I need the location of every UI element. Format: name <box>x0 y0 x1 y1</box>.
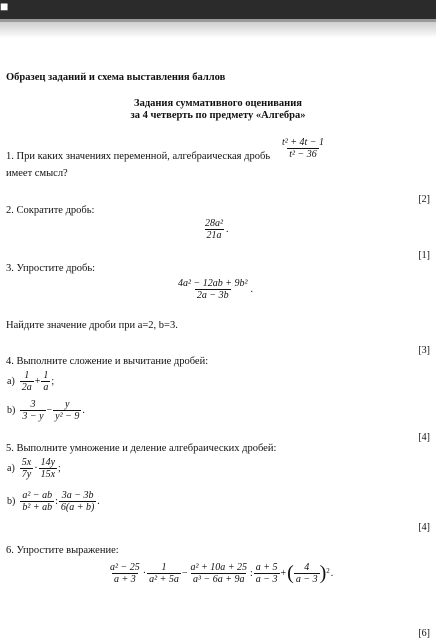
task6-num5: 4 <box>304 562 310 573</box>
doc-subtitle-1: Задания суммативного оценивания <box>134 98 302 109</box>
task2-score: [1] <box>418 250 430 261</box>
task3-den: 2a − 3b <box>196 290 229 301</box>
task3-num: 4a² − 12ab + 9b² <box>178 278 248 289</box>
task5-part-a: a) $\frac{5x}{7y}$ · $\frac{14y}{15x}$ ; <box>7 457 61 480</box>
task4-part-b: b) $\frac{3}{3 - y}$ − $\frac{y}{\text{y² − 9}}$ . <box>7 399 85 422</box>
task6-score: [6] <box>418 628 430 639</box>
task4-b-den1: 3 − y <box>22 411 44 422</box>
task5-a-den1: 7y <box>21 469 32 480</box>
task6-den5: a − 3 <box>295 574 318 585</box>
task6-den2: a² + 5a <box>149 574 179 585</box>
task4-b-num2: y <box>65 399 70 410</box>
task6-num2: 1 <box>161 562 167 573</box>
top-bar-mark: ■ <box>0 0 9 14</box>
task5-b-den1: b² + ab <box>22 502 53 513</box>
top-bar <box>0 0 436 22</box>
top-shadow <box>0 22 436 38</box>
task6-num3: a² + 10a + 25 <box>190 562 247 573</box>
task5-a-num1: 5x <box>21 457 32 468</box>
task6-den3: a³ − 6a + 9a <box>192 574 245 585</box>
task1-fraction <box>280 137 326 160</box>
doc-subtitle-2: за 4 четверть по предмету «Алгебра» <box>130 110 306 121</box>
task4-b-label: b) <box>7 405 16 416</box>
task5-a-label: a) <box>7 463 15 474</box>
task6-num4: a + 5 <box>255 562 278 573</box>
task2-num: 28a² <box>205 218 223 229</box>
task4-b-num1: 3 <box>30 399 36 410</box>
task1-score: [2] <box>418 194 430 205</box>
task4-a-den2: a <box>43 382 49 393</box>
task5-text: 5. Выполните умножение и деление алгебраических дробей: <box>6 443 277 454</box>
task5-b-label: b) <box>7 496 16 507</box>
task5-score: [4] <box>418 522 430 533</box>
task4-a-num1: 1 <box>24 370 30 381</box>
task5-part-b: b) $\frac{\text{a² − ab}}{\text{b² + ab}}$ : $\frac{3a - 3b}{6(a + b)}$ . <box>7 490 100 513</box>
task4-score: [4] <box>418 432 430 443</box>
task6-expression: $\frac{\text{a² − 25}}{a + 3}$ · $\frac{1}{\text{a² + 5a}}$ − $\frac{\text{a² + 10a + 25}}{\text{a³ − 6a + 9a}}$ : $\frac{a + 5}{a - 3}$ +( $\frac{4}{a - 3}$ )$^2$. <box>110 562 334 585</box>
task5-b-num2: 3a − 3b <box>61 490 94 501</box>
task6-den4: a − 3 <box>255 574 278 585</box>
task5-b-den2: 6(a + b) <box>60 502 95 513</box>
task2-den: 21a <box>206 230 222 241</box>
task4-a-num2: 1 <box>43 370 49 381</box>
task3-score: [3] <box>418 345 430 356</box>
task1-text: 1. При каких значениях переменной, алгебраическая дробь <box>6 151 271 162</box>
task1-den: t² − 36 <box>289 149 317 160</box>
task4-part-a: a) $\frac{1}{2a}$ + $\frac{1}{a}$ ; <box>7 370 55 393</box>
task4-a-den1: 2a <box>21 382 32 393</box>
doc-title: Образец заданий и схема выставления баллов <box>6 72 226 83</box>
task4-a-label: a) <box>7 376 15 387</box>
task5-a-num2: 14y <box>40 457 56 468</box>
task1-text2: имеет смысл? <box>6 168 68 179</box>
task4-text: 4. Выполните сложение и вычитание дробей: <box>6 356 209 367</box>
task6-num1: a² − 25 <box>110 562 140 573</box>
task1-num: t² + 4t − 1 <box>282 137 325 148</box>
task5-b-num1: a² − ab <box>22 490 53 501</box>
task4-b-den2: y² − 9 <box>55 411 80 422</box>
task3-text: 3. Упростите дробь: <box>6 263 96 274</box>
task5-a-den2: 15x <box>40 469 56 480</box>
task6-den1: a + 3 <box>114 574 136 585</box>
task3-text2: Найдите значение дроби при a=2, b=3. <box>6 320 178 331</box>
task6-text: 6. Упростите выражение: <box>6 545 119 556</box>
task3-fraction: $\frac{\text{4a² − 12ab + 9b²}}{2a - 3b}$ . <box>178 278 253 301</box>
task2-fraction: $\frac{\text{28a²}}{21a}$ . <box>205 218 229 241</box>
task2-text: 2. Сократите дробь: <box>6 205 95 216</box>
